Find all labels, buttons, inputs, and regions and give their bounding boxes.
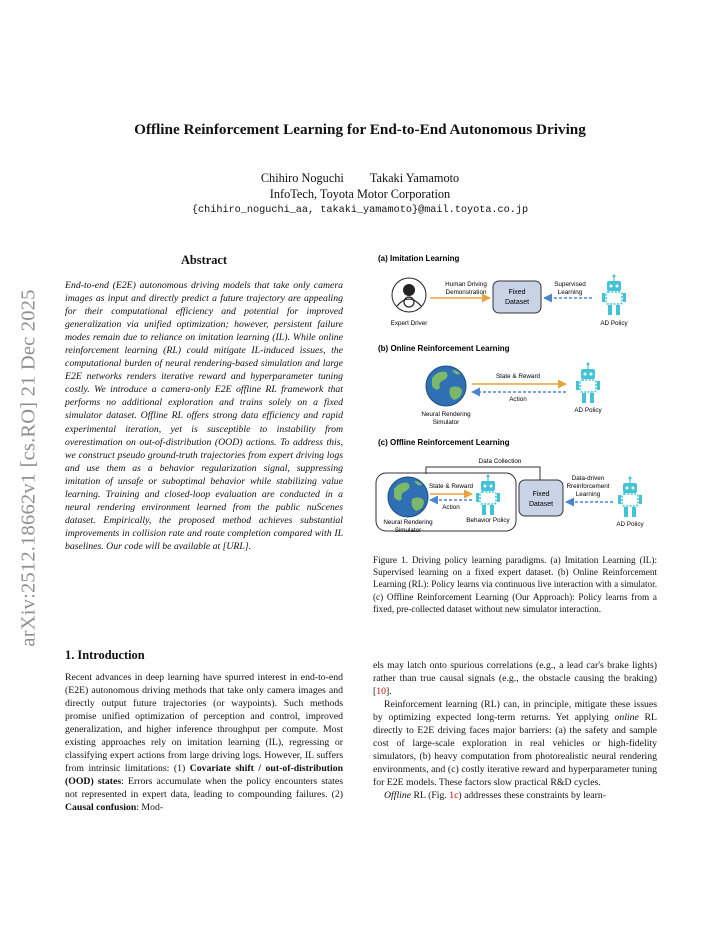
data-collection-label: Data Collection bbox=[478, 458, 522, 465]
paragraph-continued: els may latch onto spurious correlations (e.g., a lead car's brake lights) rather than true causal signals (e.g., the obstacle causing the braking) [10]. bbox=[373, 660, 657, 698]
email[interactable]: {chihiro_noguchi_aa, takaki_yamamoto}@mail.toyota.co.jp bbox=[191, 205, 529, 216]
paper-title: Offline Reinforcement Learning for End-to-End Autonomous Driving bbox=[134, 121, 586, 138]
data-driven-label-1: Data-driven bbox=[571, 475, 605, 482]
intro-paragraph: Recent advances in deep learning have spurred interest in end-to-end (E2E) autonomous driving methods that take only camera images and directly output future trajectories (or waypoints). Such methods promise unified optimization of perception and control, improved generalization, and higher inference throughput per compute. Most existing approaches rely on imitation learning (IL), regressing or classifying expert actions from large driving logs. However, IL suffers from intrinsic limitations: (1) Covariate shift / out-of-distribution (OOD) states: Errors accumulate when the policy encounters states not represented in expert data, leading to compounding failures. (2) Causal confusion: Mod- bbox=[65, 672, 344, 814]
svg-text:Fixed: Fixed bbox=[508, 289, 526, 296]
covariate-shift-term: Covariate shift / out-of-distribution (OOD) states bbox=[65, 763, 344, 788]
author-1: Chihiro Noguchi bbox=[260, 171, 344, 185]
robot-icon-c2 bbox=[618, 477, 642, 518]
state-reward-label-b: State & Reward bbox=[495, 373, 541, 380]
action-label-c: Action bbox=[442, 504, 460, 511]
expert-driver-label: Expert Driver bbox=[390, 320, 428, 327]
human-demo-label-2: Demonstration bbox=[445, 289, 487, 296]
fig-c-title: (c) Offline Reinforcement Learning bbox=[378, 438, 510, 447]
figure-1-diagram bbox=[370, 248, 660, 548]
ad-policy-label-b: AD Policy bbox=[574, 407, 602, 414]
fig-a-title: (a) Imitation Learning bbox=[378, 254, 460, 263]
svg-text:Dataset: Dataset bbox=[528, 501, 554, 508]
state-reward-label-c: State & Reward bbox=[428, 483, 474, 490]
causal-confusion-term: Causal confusion bbox=[65, 802, 137, 814]
fixed-dataset-box-a bbox=[493, 281, 541, 313]
robot-icon-b bbox=[576, 363, 600, 404]
svg-text:Dataset: Dataset bbox=[504, 299, 530, 306]
robot-icon-a bbox=[602, 275, 626, 316]
data-driven-label-3: Learning bbox=[575, 491, 601, 498]
nrs-label-c2: Simulator bbox=[394, 527, 422, 534]
abstract-heading: Abstract bbox=[180, 253, 228, 267]
right-column-text bbox=[373, 659, 657, 803]
robot-icon-c1 bbox=[476, 475, 500, 516]
globe-icon-c bbox=[388, 477, 428, 517]
supervised-label-2: Learning bbox=[557, 289, 583, 296]
citation-link[interactable]: 10 bbox=[376, 686, 386, 698]
abstract-text: End-to-end (E2E) autonomous driving models that take only camera images as input and directly predict a future trajectory are appealing for their computational efficiency and potential for improved generalization via unified optimization; however, persistent failure modes remain due to reliance on imitation learning (IL). While online reinforcement learning (RL) could mitigate IL-induced issues, the computational burden of neural rendering-based simulation and large E2E networks renders iterative reward and hyperparameter tuning costly. We introduce a camera-only E2E offline RL framework that performs no additional exploration and trains solely on a fixed simulator dataset. Offline RL offers strong data efficiency and rapid experimental iteration, yet is susceptible to instability from overestimation on out-of-distribution (OOD) actions. To address this, we construct pseudo ground-truth trajectories from expert driving logs and use them as a behavior regularization signal, suppressing imitation of unsafe or suboptimal behavior while stabilizing value learning. Training and closed-loop evaluation are conducted in a neural rendering environment learned from the public nuScenes dataset. Empirically, the proposed method achieves substantial improvements in collision rate and route completion compared with IL baselines. Our code will be available at [URL]. bbox=[65, 280, 343, 552]
paragraph-rl: Reinforcement learning (RL) can, in principle, mitigate these issues by optimizing expected long-term returns. Yet applying online RL directly to E2E driving faces major barriers: (a) the safety and sample cost of large-scale exploration in real vehicles or high-fidelity simulators, (b) heavy computation from photorealistic neural rendering environments, and (c) costly iterative reward and hyperparameter tuning for E2E models. These factors slow practical R&D cycles. bbox=[373, 699, 657, 789]
action-label-b: Action bbox=[509, 396, 527, 403]
ad-policy-label-c: AD Policy bbox=[616, 521, 644, 528]
arxiv-identifier: arXiv:2512.18662v1 [cs.RO] 21 Dec 2025 bbox=[17, 289, 40, 647]
data-driven-label-2: Rreinforcement bbox=[566, 483, 610, 490]
globe-icon-b bbox=[426, 366, 466, 406]
figure-1-caption: Figure 1. Driving policy learning paradigms. (a) Imitation Learning (IL): Supervised learning on a fixed expert dataset. (b) Online Reinforcement Learning (RL): Policy learns via continuous live interaction with a simulator. (c) Offline Reinforcement Learning (Our Approach): Policy learns from a fixed, pre-collected dataset without new simulator interaction. bbox=[373, 555, 657, 614]
nrs-label-c1: Neural Rendering bbox=[383, 519, 433, 526]
supervised-label-1: Supervised bbox=[554, 281, 586, 288]
paragraph-offline-rl: Offline RL (Fig. 1c) addresses these constraints by learn- bbox=[384, 790, 606, 802]
author-2: Takaki Yamamoto bbox=[369, 171, 460, 185]
fixed-dataset-box-c bbox=[519, 480, 563, 516]
nrs-label-b2: Simulator bbox=[432, 419, 460, 426]
human-demo-label-1: Human Driving bbox=[445, 281, 487, 288]
section-heading-introduction: 1. Introduction bbox=[65, 648, 145, 662]
behavior-policy-label: Behavior Policy bbox=[466, 517, 510, 524]
nrs-label-b1: Neural Rendering bbox=[421, 411, 471, 418]
figure-ref-link[interactable]: 1c bbox=[449, 790, 459, 802]
svg-text:Fixed: Fixed bbox=[532, 491, 550, 498]
affiliation: InfoTech, Toyota Motor Corporation bbox=[269, 187, 451, 201]
ad-policy-label-a: AD Policy bbox=[600, 320, 628, 327]
fig-b-title: (b) Online Reinforcement Learning bbox=[378, 344, 510, 353]
expert-driver-icon bbox=[392, 278, 426, 312]
authors bbox=[0, 171, 720, 186]
